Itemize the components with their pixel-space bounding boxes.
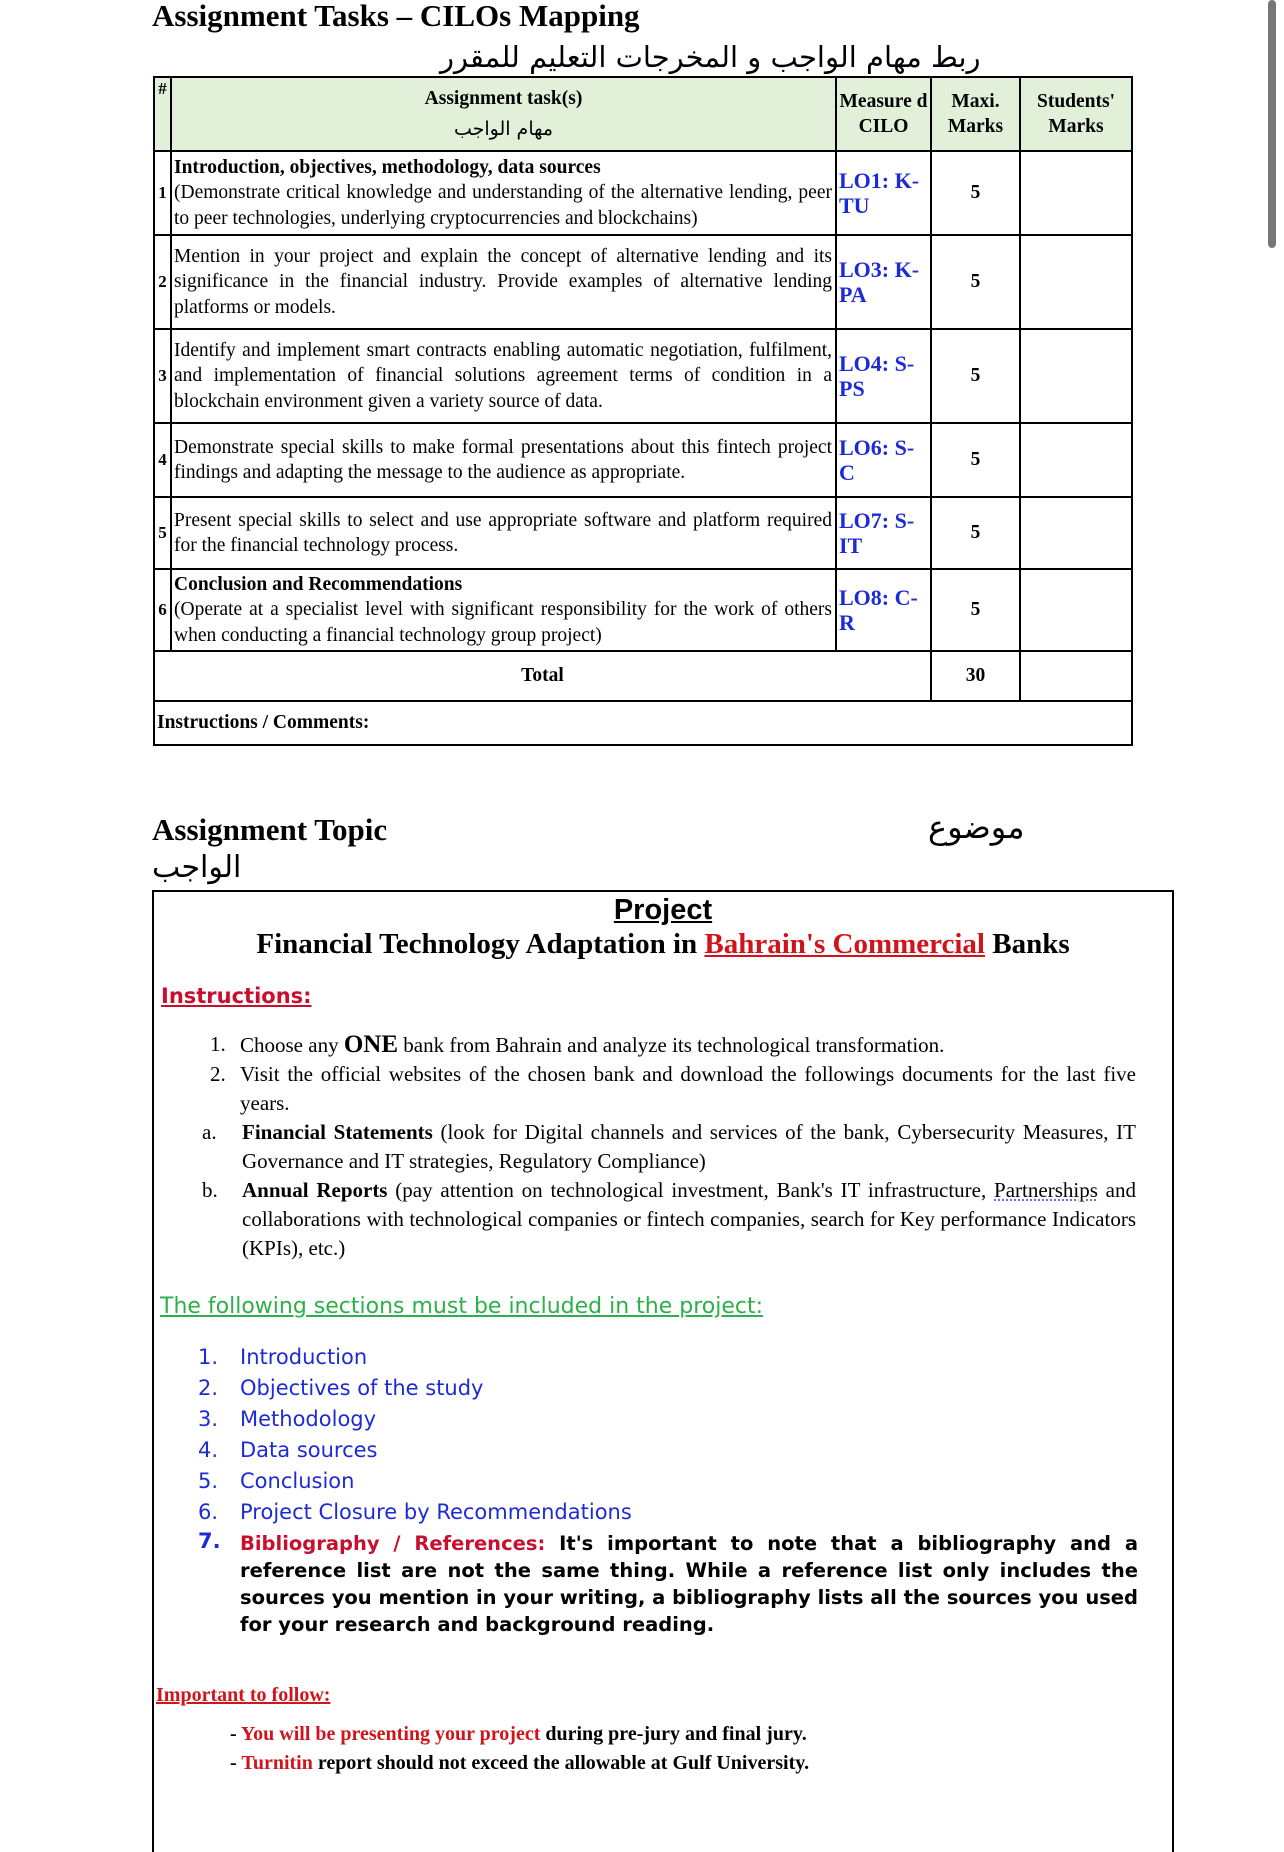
row-task (171, 151, 836, 235)
list-item (210, 1060, 1136, 1118)
row-max-marks: 5 (931, 497, 1020, 569)
section-item (198, 1404, 1138, 1435)
sub-list-item-title: Financial Statements (242, 1120, 433, 1144)
section-label: Project Closure by Recommendations (240, 1500, 632, 1524)
subtitle-highlight: Bahrain's Commercial (704, 928, 985, 960)
section-label: Conclusion (240, 1469, 355, 1493)
row-task: Mention in your project and explain the concept of alternative lending and its significance in the financial industry. Provide examples of alternative lending platforms or models. (171, 235, 836, 329)
table-row (154, 235, 1132, 329)
header-students: Students' Marks (1020, 77, 1132, 151)
instructions-heading: Instructions: (161, 984, 312, 1008)
row-task-text: (Demonstrate critical knowledge and understanding of the alternative lending, peer to peer technologies, underlying cryptocurrencies and blockchains) (174, 182, 832, 229)
important-list (230, 1720, 809, 1778)
instructions-list (202, 1030, 1136, 1263)
row-cilo: LO4: S-PS (836, 329, 931, 423)
sub-list-item-title: Annual Reports (242, 1178, 388, 1202)
total-label: Total (154, 651, 931, 701)
section-item (198, 1497, 1138, 1528)
subtitle-part-3: Banks (984, 928, 1070, 960)
row-cilo: LO1: K-TU (836, 151, 931, 235)
scrollbar[interactable] (1268, 0, 1276, 248)
section-item (198, 1342, 1138, 1373)
section-item (198, 1466, 1138, 1497)
list-item-number: 1. (210, 1032, 226, 1056)
important-highlight: You will be presenting your project (240, 1723, 541, 1745)
row-max-marks: 5 (931, 151, 1020, 235)
sub-list-item-text: (pay attention on technological investment, Bank's IT infrastructure, (387, 1178, 995, 1202)
table-header-row (154, 77, 1132, 151)
header-max: Maxi. Marks (931, 77, 1020, 151)
section-item (198, 1373, 1138, 1404)
sub-list-item-text: (look for Digital channels and services of the bank, Cybersecurity Measures, IT Governance and IT strategies, Regulatory Compliance) (242, 1120, 1136, 1173)
row-task: Identify and implement smart contracts enabling automatic negotiation, fulfilment, and implementation of financial solutions agreement terms of condition in a blockchain environment given a variety source of data. (171, 329, 836, 423)
header-cilo: Measure d CILO (836, 77, 931, 151)
header-task-en: Assignment task(s) (424, 87, 583, 109)
sections-heading: The following sections must be included in the project: (160, 1294, 764, 1319)
sub-list-item (202, 1118, 1136, 1176)
assignment-topic-arabic-left: الواجب (152, 850, 242, 885)
assignment-topic-heading: Assignment Topic (152, 812, 388, 847)
page-title: Assignment Tasks – CILOs Mapping (152, 0, 640, 33)
table-row (154, 151, 1132, 235)
important-dash: - (230, 1752, 242, 1774)
subtitle-part-1: Financial Technology Adaptation in (256, 928, 705, 960)
section-number: 2. (198, 1376, 219, 1400)
row-number: 1 (154, 151, 171, 235)
section-label: Objectives of the study (240, 1376, 484, 1400)
header-num: # (154, 77, 171, 151)
list-item-text: Visit the official websites of the chosen bank and download the followings documents for the last five years. (240, 1062, 1136, 1115)
row-cilo: LO3: K-PA (836, 235, 931, 329)
row-task-text: (Operate at a specialist level with significant responsibility for the work of others when conducting a financial technology group project) (174, 599, 832, 646)
row-number: 4 (154, 423, 171, 497)
row-number: 5 (154, 497, 171, 569)
cilo-mapping-table (153, 76, 1133, 746)
row-task: Present special skills to select and use appropriate software and platform required for the financial technology process. (171, 497, 836, 569)
row-number: 6 (154, 569, 171, 651)
row-number: 2 (154, 235, 171, 329)
project-subtitle (154, 928, 1172, 961)
list-item-emphasis: ONE (343, 1031, 399, 1058)
section-number: 7. (198, 1529, 221, 1553)
section-text: It's important to note that a bibliography and a reference list are not the same thing. While a reference list only includes the sources you mention in your writing, a bibliography lists all the sources you used for your research and background reading. (240, 1532, 1139, 1636)
important-item (230, 1749, 809, 1778)
important-text: during pre-jury and final jury. (540, 1723, 807, 1745)
total-students[interactable] (1020, 651, 1132, 701)
table-row (154, 329, 1132, 423)
sub-list-item-letter: b. (202, 1178, 218, 1202)
total-row (154, 651, 1132, 701)
instructions-comments[interactable]: Instructions / Comments: (154, 701, 1132, 745)
row-students-marks[interactable] (1020, 569, 1132, 651)
sub-list-item-underlined: Partnerships (994, 1178, 1098, 1202)
section-number: 3. (198, 1407, 219, 1431)
total-value: 30 (931, 651, 1020, 701)
section-item (198, 1435, 1138, 1466)
important-heading: Important to follow: (156, 1684, 331, 1706)
table-row (154, 497, 1132, 569)
row-students-marks[interactable] (1020, 235, 1132, 329)
assignment-topic-arabic-right: موضوع (928, 808, 1025, 846)
row-students-marks[interactable] (1020, 151, 1132, 235)
header-task (171, 77, 836, 151)
row-students-marks[interactable] (1020, 329, 1132, 423)
list-item-text: Choose any (240, 1033, 344, 1057)
row-task: Demonstrate special skills to make formal presentations about this fintech project findings and adapting the message to the audience as appropriate. (171, 423, 836, 497)
project-label: Project (613, 894, 713, 926)
page-title-arabic: ربط مهام الواجب و المخرجات التعليم للمقرر (440, 40, 981, 74)
row-max-marks: 5 (931, 423, 1020, 497)
sub-list-item (202, 1176, 1136, 1263)
important-highlight: Turnitin (241, 1752, 313, 1774)
row-task-heading: Conclusion and Recommendations (174, 573, 463, 595)
important-item (230, 1720, 809, 1749)
row-students-marks[interactable] (1020, 423, 1132, 497)
row-task-heading: Introduction, objectives, methodology, data sources (174, 156, 601, 178)
row-max-marks: 5 (931, 569, 1020, 651)
header-task-ar: مهام الواجب (453, 118, 554, 141)
section-item-bibliography (198, 1528, 1138, 1638)
table-row (154, 423, 1132, 497)
section-number: 6. (198, 1500, 219, 1524)
row-max-marks: 5 (931, 235, 1020, 329)
sections-list (198, 1342, 1138, 1638)
instructions-row (154, 701, 1132, 745)
list-item (210, 1030, 1136, 1060)
row-cilo: LO8: C-R (836, 569, 931, 651)
row-task (171, 569, 836, 651)
section-number: 1. (198, 1345, 219, 1369)
section-number: 4. (198, 1438, 219, 1462)
row-max-marks: 5 (931, 329, 1020, 423)
important-dash: - (230, 1723, 241, 1745)
row-students-marks[interactable] (1020, 497, 1132, 569)
table-row (154, 569, 1132, 651)
section-number: 5. (198, 1469, 219, 1493)
section-label: Data sources (240, 1438, 378, 1462)
sub-list-item-letter: a. (202, 1120, 217, 1144)
section-label: Bibliography / References: (240, 1532, 546, 1555)
section-label: Methodology (240, 1407, 377, 1431)
important-text: report should not exceed the allowable at Gulf University. (312, 1752, 810, 1774)
section-label: Introduction (240, 1345, 368, 1369)
row-number: 3 (154, 329, 171, 423)
topic-box (152, 890, 1174, 1852)
sub-list-item-text: and collaborations with technological companies or fintech companies, search for Key performance Indicators (KPIs), etc.) (242, 1178, 1136, 1260)
row-cilo: LO7: S-IT (836, 497, 931, 569)
list-item-text: bank from Bahrain and analyze its technological transformation. (398, 1033, 945, 1057)
row-cilo: LO6: S-C (836, 423, 931, 497)
list-item-number: 2. (210, 1062, 226, 1086)
